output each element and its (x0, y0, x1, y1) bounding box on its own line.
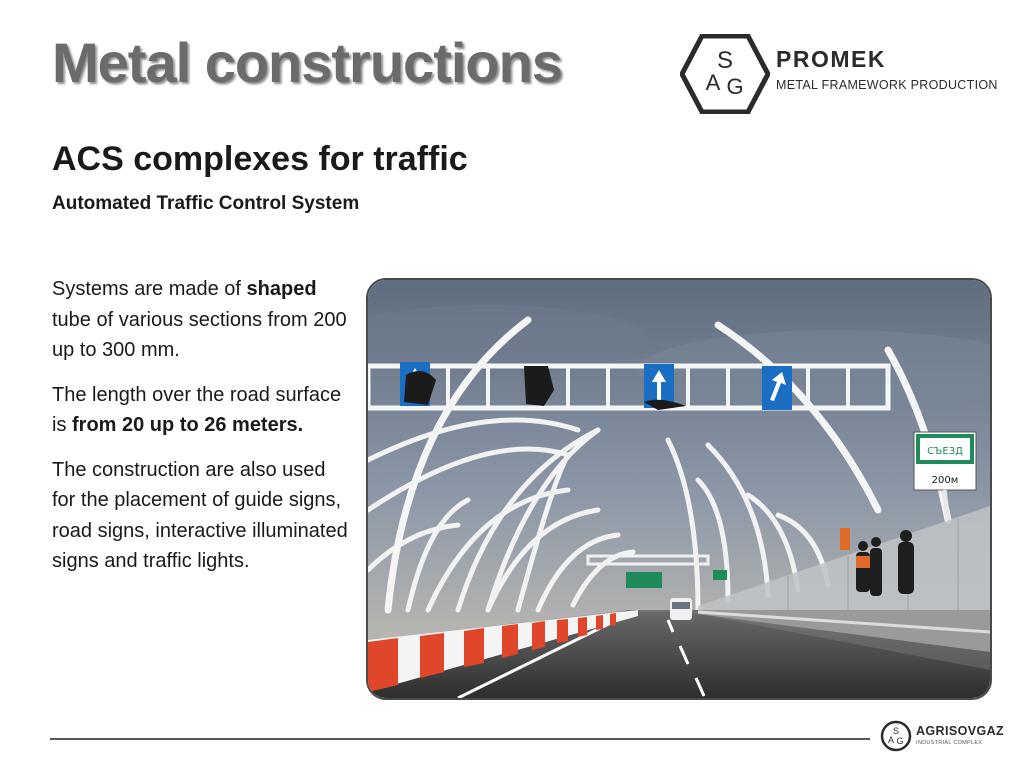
footer-brand-tagline: INDUSTRIAL COMPLEX (916, 740, 983, 746)
svg-text:A: A (887, 735, 895, 745)
svg-text:S: S (892, 726, 900, 736)
gantry-photo (366, 278, 992, 700)
svg-text:A: A (705, 70, 721, 95)
paragraph-placement: The construction are also used for the placement of guide signs, road signs, interactive illuminated signs and traffic lights. (52, 458, 348, 572)
slide-title: Metal constructions (52, 31, 562, 94)
bold-shaped: shaped (246, 278, 317, 300)
body-text (52, 274, 352, 591)
exit-sign-distance: 200м (931, 475, 959, 486)
exit-sign-label: СЪЕЗД (927, 446, 963, 457)
brand-tagline: METAL FRAMEWORK PRODUCTION (776, 78, 998, 92)
paragraph-tube-sections: Systems are made of shaped tube of various sections from 200 up to 300 mm. (52, 278, 347, 361)
brand-name: PROMEK (776, 46, 886, 72)
asg-circle-logo-icon (880, 720, 912, 752)
section-subtitle: Automated Traffic Control System (52, 193, 360, 214)
svg-text:G: G (896, 736, 904, 746)
promek-logo (680, 34, 1010, 114)
svg-text:G: G (726, 74, 744, 99)
svg-text:S: S (716, 47, 734, 74)
agrisovgaz-logo (880, 718, 1010, 754)
footer-divider (50, 738, 870, 740)
paragraph-length: The length over the road surface is from 20 up to 26 meters. (52, 383, 342, 436)
section-title: ACS complexes for traffic (52, 140, 468, 178)
road-gantry-illustration (368, 280, 990, 698)
footer-brand-name: AGRISOVGAZ (916, 724, 1005, 738)
asg-hexagon-logo-icon (680, 34, 770, 114)
bold-length-range: from 20 up to 26 meters. (72, 414, 304, 436)
exit-sign (914, 432, 976, 490)
